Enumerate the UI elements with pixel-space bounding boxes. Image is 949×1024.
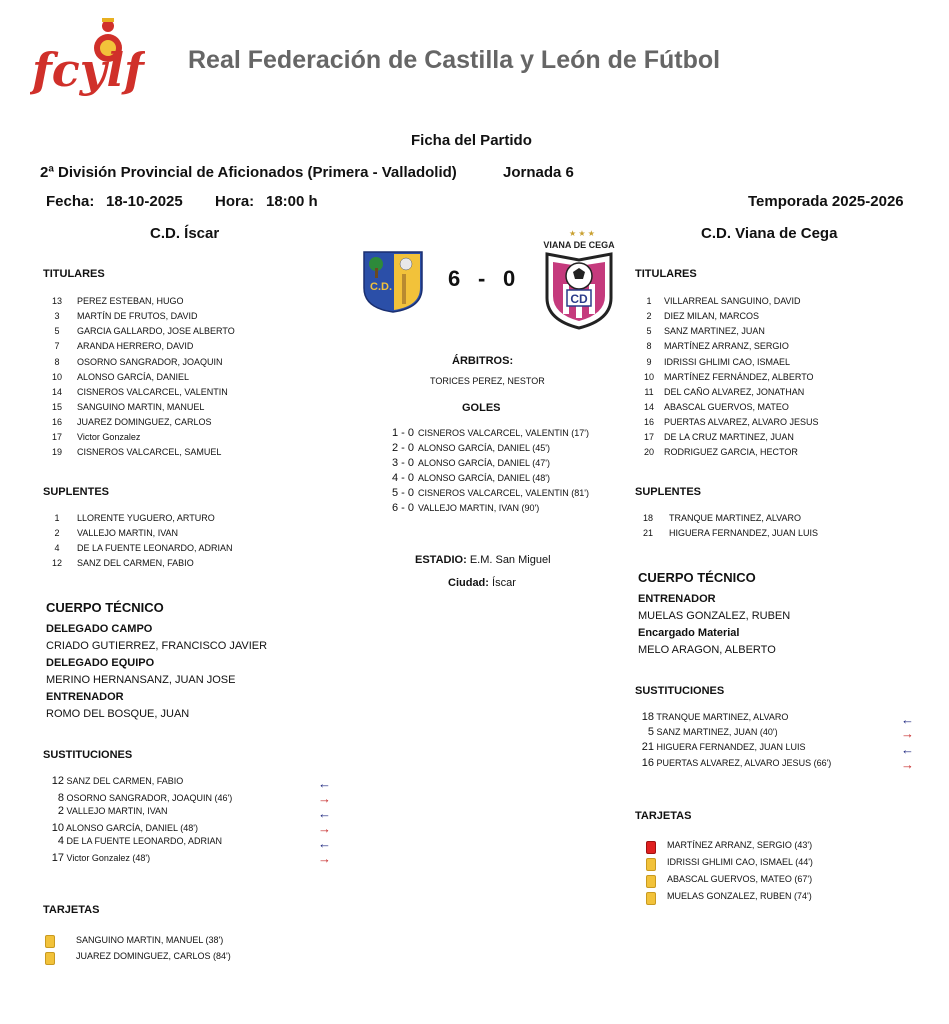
home-staff-name: CRIADO GUTIERREZ, FRANCISCO JAVIER: [46, 640, 268, 652]
player-number: 10: [643, 372, 654, 382]
home-crest: [362, 250, 424, 314]
arrow-in-icon: ←: [318, 836, 331, 851]
player-number: 11: [644, 387, 654, 397]
player-name: RODRIGUEZ GARCIA, HECTOR: [664, 447, 798, 457]
away-card-row: MUELAS GONZALEZ, RUBEN (74'): [667, 891, 812, 901]
goal-scorer: ALONSO GARCÍA, DANIEL (48'): [418, 473, 550, 483]
competition: 2ª División Provincial de Aficionados (Primera - Valladolid): [40, 164, 457, 181]
player-name: OSORNO SANGRADOR, JOAQUIN: [77, 357, 223, 367]
player-number: 8: [54, 357, 60, 367]
player-name: ABASCAL GUERVOS, MATEO: [664, 402, 789, 412]
away-staff-role: Encargado Material: [638, 627, 740, 639]
date-value: 18-10-2025: [106, 193, 183, 210]
player-name: IDRISSI GHLIMI CAO, ISMAEL: [664, 357, 791, 367]
player-number: 12: [51, 775, 64, 787]
arrow-in-icon: ←: [318, 806, 331, 821]
time-value: 18:00 h: [266, 193, 318, 210]
player-name: DEL CAÑO ALVAREZ, JONATHAN: [664, 387, 805, 397]
player-number: 12: [51, 558, 62, 568]
stadium-name: E.M. San Miguel: [469, 554, 551, 566]
goal-scorer: CISNEROS VALCARCEL, VALENTIN (81'): [418, 488, 589, 498]
player-name: Victor Gonzalez: [77, 432, 141, 442]
home-staff-role: ENTRENADOR: [46, 691, 124, 703]
away-substitutions-label: SUSTITUCIONES: [635, 685, 725, 697]
player-name: PEREZ ESTEBAN, HUGO: [77, 296, 184, 306]
away-crest-text: CD: [570, 292, 588, 306]
player-number: 17: [643, 432, 654, 442]
score-separator: -: [478, 266, 486, 291]
away-starters-label: TITULARES: [635, 268, 697, 280]
player-number: 8: [646, 341, 652, 351]
player-name: ALONSO GARCÍA, DANIEL (48'): [66, 823, 198, 833]
home-card-row: SANGUINO MARTIN, MANUEL (38'): [76, 935, 224, 945]
home-score: 6: [448, 266, 461, 291]
time-label: Hora:: [215, 193, 255, 210]
date-label: Fecha:: [46, 193, 95, 210]
player-number: 4: [57, 835, 64, 847]
home-staff-role: DELEGADO EQUIPO: [46, 657, 155, 669]
away-substitution-row: [636, 757, 831, 771]
away-substitution-row: [636, 741, 806, 755]
home-staff-label: CUERPO TÉCNICO: [46, 600, 164, 615]
player-number: 14: [51, 387, 62, 397]
player-name: ARANDA HERRERO, DAVID: [77, 341, 194, 351]
player-number: 19: [51, 447, 62, 457]
stadium-label: ESTADIO:: [415, 554, 467, 566]
home-substitution-row: [44, 822, 198, 836]
player-name: LLORENTE YUGUERO, ARTURO: [77, 513, 215, 523]
yellow-card-icon: [646, 892, 656, 905]
home-staff-name: ROMO DEL BOSQUE, JUAN: [46, 708, 190, 720]
home-substitution-row: [44, 805, 168, 819]
home-subs-label: SUPLENTES: [43, 486, 110, 498]
player-name: CISNEROS VALCARCEL, SAMUEL: [77, 447, 222, 457]
arrow-out-icon: →: [901, 726, 914, 741]
home-cards-label: TARJETAS: [43, 904, 100, 916]
player-number: 16: [51, 417, 62, 427]
arrow-out-icon: →: [318, 821, 331, 836]
player-number: 18: [641, 711, 654, 723]
goal-scorer: ALONSO GARCÍA, DANIEL (45'): [418, 443, 550, 453]
goal-score: 5 - 0: [392, 487, 415, 499]
round: Jornada 6: [503, 164, 574, 181]
player-name: VALLEJO MARTIN, IVAN: [66, 806, 168, 816]
away-staff-name: MUELAS GONZALEZ, RUBEN: [638, 610, 791, 622]
player-name: VILLARREAL SANGUINO, DAVID: [664, 296, 801, 306]
goal-row: [392, 472, 550, 484]
player-name: SANGUINO MARTIN, MANUEL: [77, 402, 205, 412]
player-name: PUERTAS ALVAREZ, ALVARO JESUS: [664, 417, 819, 427]
player-number: 2: [646, 311, 652, 321]
away-substitution-row: [636, 711, 788, 725]
arrow-out-icon: →: [901, 757, 914, 772]
away-staff-name: MELO ARAGON, ALBERTO: [638, 644, 776, 656]
player-name: HIGUERA FERNANDEZ, JUAN LUIS: [656, 742, 806, 752]
away-team-name: C.D. Viana de Cega: [701, 225, 838, 242]
arrow-out-icon: →: [318, 791, 331, 806]
player-number: 21: [642, 528, 653, 538]
player-number: 4: [54, 543, 60, 553]
away-staff-label: CUERPO TÉCNICO: [638, 570, 756, 585]
player-name: MARTÍNEZ FERNÁNDEZ, ALBERTO: [664, 372, 814, 382]
home-team-name: C.D. Íscar: [150, 225, 220, 242]
city-name: Íscar: [492, 577, 516, 589]
goal-row: [392, 427, 589, 439]
goal-row: [392, 457, 550, 469]
goal-row: [392, 442, 550, 454]
player-name: OSORNO SANGRADOR, JOAQUIN (46'): [66, 793, 233, 803]
arrow-in-icon: ←: [901, 712, 914, 727]
player-number: 16: [643, 417, 654, 427]
player-name: SANZ DEL CARMEN, FABIO: [66, 776, 184, 786]
player-name: Victor Gonzalez (48'): [66, 853, 151, 863]
player-name: MARTÍN DE FRUTOS, DAVID: [77, 311, 198, 321]
player-number: 2: [54, 528, 60, 538]
home-staff-role: DELEGADO CAMPO: [46, 623, 153, 635]
away-cards-label: TARJETAS: [635, 810, 692, 822]
away-substitution-row: [636, 726, 778, 740]
away-score: 0: [503, 266, 516, 291]
player-number: 5: [646, 326, 652, 336]
federation-logo: [30, 14, 145, 114]
player-number: 5: [647, 726, 654, 738]
home-substitution-row: [44, 792, 232, 806]
arrow-in-icon: ←: [901, 742, 914, 757]
player-name: SANZ DEL CARMEN, FABIO: [77, 558, 194, 568]
player-number: 21: [641, 741, 654, 753]
season: Temporada 2025-2026: [748, 193, 904, 210]
yellow-card-icon: [45, 952, 55, 965]
player-number: 20: [643, 447, 654, 457]
away-crest: [543, 228, 615, 332]
home-crest-text: C.D.: [370, 281, 392, 293]
arrow-out-icon: →: [318, 851, 331, 866]
stadium-info: [415, 554, 551, 566]
player-number: 10: [51, 822, 64, 834]
home-starters-label: TITULARES: [43, 268, 105, 280]
away-crest-banner: VIANA DE CEGA: [543, 240, 615, 250]
home-substitution-row: [44, 852, 150, 866]
goal-scorer: ALONSO GARCÍA, DANIEL (47'): [418, 458, 550, 468]
federation-logo-text: fcylf: [32, 43, 144, 97]
city-label: Ciudad:: [448, 577, 489, 589]
player-number: 18: [642, 513, 653, 523]
player-number: 2: [57, 805, 64, 817]
svg-text:★ ★ ★: ★ ★ ★: [569, 229, 595, 238]
goal-score: 3 - 0: [392, 457, 415, 469]
player-name: MARTÍNEZ ARRANZ, SERGIO: [664, 341, 789, 351]
away-card-row: MARTÍNEZ ARRANZ, SERGIO (43'): [667, 840, 813, 850]
player-name: VALLEJO MARTIN, IVAN: [77, 528, 179, 538]
referee-name: TORICES PEREZ, NESTOR: [430, 376, 545, 386]
player-name: DE LA FUENTE LEONARDO, ADRIAN: [77, 543, 233, 553]
player-name: TRANQUE MARTINEZ, ALVARO: [656, 712, 789, 722]
federation-title: Real Federación de Castilla y León de Fútbol: [188, 46, 721, 74]
home-substitutions-label: SUSTITUCIONES: [43, 749, 133, 761]
away-card-row: ABASCAL GUERVOS, MATEO (67'): [667, 874, 813, 884]
player-name: CISNEROS VALCARCEL, VALENTIN: [77, 387, 228, 397]
player-number: 13: [51, 296, 62, 306]
sheet-title: Ficha del Partido: [411, 132, 532, 149]
goal-scorer: CISNEROS VALCARCEL, VALENTIN (17'): [418, 428, 589, 438]
player-number: 14: [643, 402, 654, 412]
home-card-row: JUAREZ DOMINGUEZ, CARLOS (84'): [76, 951, 231, 961]
player-number: 1: [646, 296, 652, 306]
player-name: DIEZ MILAN, MARCOS: [664, 311, 760, 321]
goal-score: 6 - 0: [392, 502, 415, 514]
player-name: TRANQUE MARTINEZ, ALVARO: [669, 513, 802, 523]
goal-row: [392, 487, 589, 499]
player-number: 16: [641, 757, 654, 769]
goal-score: 1 - 0: [392, 427, 415, 439]
yellow-card-icon: [646, 858, 656, 871]
player-number: 10: [51, 372, 62, 382]
player-number: 5: [54, 326, 60, 336]
red-card-icon: [646, 841, 656, 854]
goal-row: [392, 502, 539, 514]
away-subs-label: SUPLENTES: [635, 486, 702, 498]
player-number: 7: [54, 341, 60, 351]
home-substitution-row: [44, 775, 183, 789]
player-name: PUERTAS ALVAREZ, ALVARO JESUS (66'): [656, 758, 832, 768]
city-info: [448, 577, 516, 589]
player-name: JUAREZ DOMINGUEZ, CARLOS: [77, 417, 212, 427]
player-name: SANZ MARTINEZ, JUAN: [664, 326, 765, 336]
player-number: 8: [57, 792, 64, 804]
player-name: DE LA FUENTE LEONARDO, ADRIAN: [66, 836, 223, 846]
player-name: GARCIA GALLARDO, JOSE ALBERTO: [77, 326, 235, 336]
yellow-card-icon: [646, 875, 656, 888]
goal-score: 4 - 0: [392, 472, 415, 484]
arrow-in-icon: ←: [318, 776, 331, 791]
player-number: 15: [51, 402, 62, 412]
player-number: 1: [54, 513, 60, 523]
player-name: SANZ MARTINEZ, JUAN (40'): [656, 727, 778, 737]
player-number: 17: [51, 432, 62, 442]
referees-label: ÁRBITROS:: [452, 355, 514, 367]
goal-score: 2 - 0: [392, 442, 415, 454]
home-substitution-row: [44, 835, 222, 849]
home-staff-name: MERINO HERNANSANZ, JUAN JOSE: [46, 674, 236, 686]
player-name: ALONSO GARCÍA, DANIEL: [77, 372, 190, 382]
player-name: DE LA CRUZ MARTINEZ, JUAN: [664, 432, 794, 442]
player-number: 17: [51, 852, 64, 864]
player-number: 3: [54, 311, 60, 321]
away-card-row: IDRISSI GHLIMI CAO, ISMAEL (44'): [667, 857, 813, 867]
player-name: HIGUERA FERNANDEZ, JUAN LUIS: [669, 528, 819, 538]
goal-scorer: VALLEJO MARTIN, IVAN (90'): [418, 503, 540, 513]
away-staff-role: ENTRENADOR: [638, 593, 716, 605]
player-number: 9: [646, 357, 652, 367]
yellow-card-icon: [45, 935, 55, 948]
goals-label: GOLES: [462, 402, 501, 414]
